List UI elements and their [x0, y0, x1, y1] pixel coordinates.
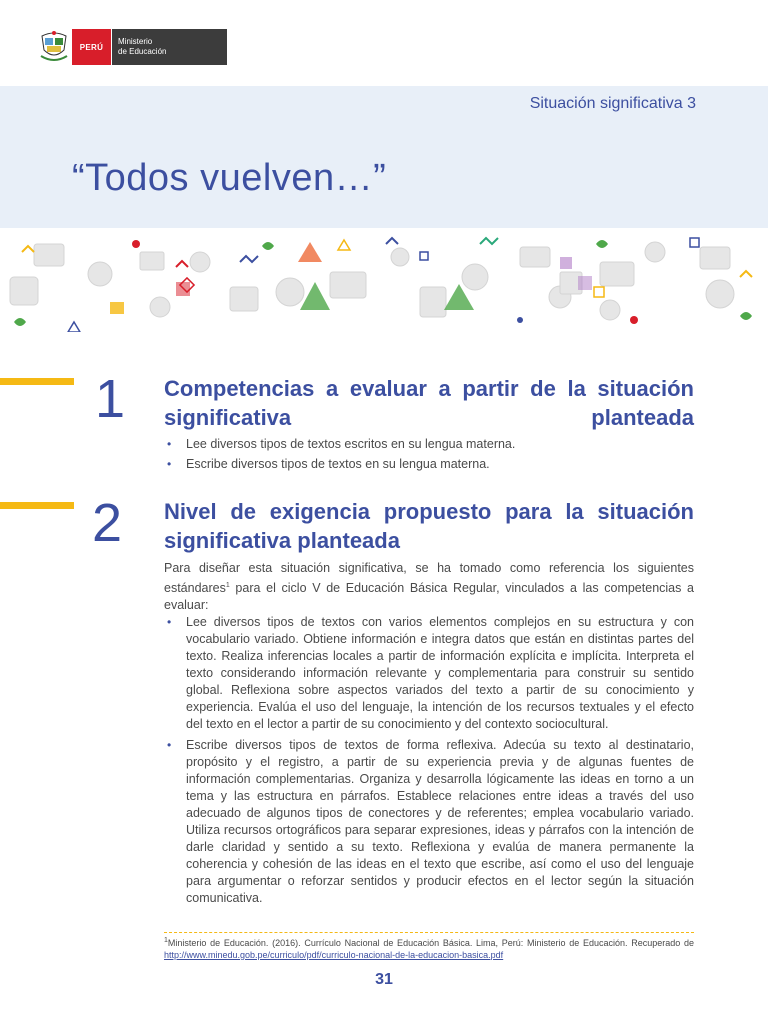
list-item: • Escribe diversos tipos de textos en su lengua materna.: [164, 456, 694, 473]
ministry-logo: [40, 29, 227, 65]
section-2-title: Nivel de exigencia propuesto para la situación significativa planteada: [164, 499, 694, 553]
list-item: • Lee diversos tipos de textos escritos en su lengua materna.: [164, 436, 694, 453]
situation-label: Situación significativa 3: [529, 95, 696, 112]
coat-of-arms-icon: [40, 30, 68, 64]
footnote-ref: 1: [225, 582, 230, 589]
section-1-competency-list: [164, 436, 694, 473]
section-2-standards-list: [164, 614, 694, 907]
ministry-line-1: Ministerio: [118, 37, 153, 46]
ministry-name: [111, 29, 227, 65]
section-2-accent-bar: [0, 502, 74, 509]
intro-text-cont: para el ciclo V de Educación Básica Regular, vinculados a las competencias a evaluar:: [164, 581, 694, 613]
footnote-text: Ministerio de Educación. (2016). Currículo Nacional de Educación Básica. Lima, Perú: Ministerio de Educación. Recuperado de: [167, 938, 694, 948]
section-1-title: Competencias a evaluar a partir de la situación significativa planteada: [164, 376, 694, 430]
section-2-number: 2: [92, 493, 123, 553]
ministry-line-2: de Educación: [118, 47, 167, 56]
page-title: “Todos vuelven…”: [72, 157, 387, 199]
list-item: • Escribe diversos tipos de textos de forma reflexiva. Adecúa su texto al destinatario, propósito y el registro, a partir de su experiencia previa y de algunas fuentes de información complementarias. Organiza y desarrolla lógicamente las ideas en torno a un tema y las estructura en párrafos. Establece relaciones entre ideas a través del uso adecuado de algunos tipos de conectores y de referentes; emplea vocabulario variado. Utiliza recursos ortográficos para separar expresiones, ideas y párrafos con la intención de darle claridad y sentido a su texto. Reflexiona y evalúa de manera permanente la coherencia y cohesión de las ideas en el texto que escribe, así como el uso del lenguaje para argumentar o reforzar sentidos y producir efectos en el lector según la situación comunicativa.: [164, 737, 694, 907]
section-1-number: 1: [95, 369, 126, 429]
footnote: [164, 935, 694, 961]
list-item: • Lee diversos tipos de textos con varios elementos complejos en su estructura y con vocabulario variado. Obtiene información e integra datos que están en distintas partes del texto. Realiza inferencias locales a partir de información explícita e implícita. Interpreta el texto considerando información relevante y complementaria para construir su sentido global. Reflexiona sobre aspectos variados del texto a partir de su conocimiento y experiencia. Evalúa el uso del lenguaje, la intención de los recursos textuales y el efecto del texto en el lector a partir de su conocimiento y del contexto sociocultural.: [164, 614, 694, 733]
section-2-intro: [164, 560, 694, 614]
section-1-accent-bar: [0, 378, 74, 385]
page-number: 31: [375, 971, 393, 988]
footnote-link[interactable]: http://www.minedu.gob.pe/curriculo/pdf/curriculo-nacional-de-la-educacion-basica.pdf: [164, 950, 504, 960]
country-badge: PERÚ: [72, 29, 111, 65]
footnote-divider: [164, 932, 694, 933]
intro-text: Para diseñar esta situación significativa, se ha tomado como referencia los siguientes estándares: [164, 561, 694, 596]
decorative-icon-strip: [0, 232, 768, 332]
footnote-marker: 1: [164, 937, 168, 944]
